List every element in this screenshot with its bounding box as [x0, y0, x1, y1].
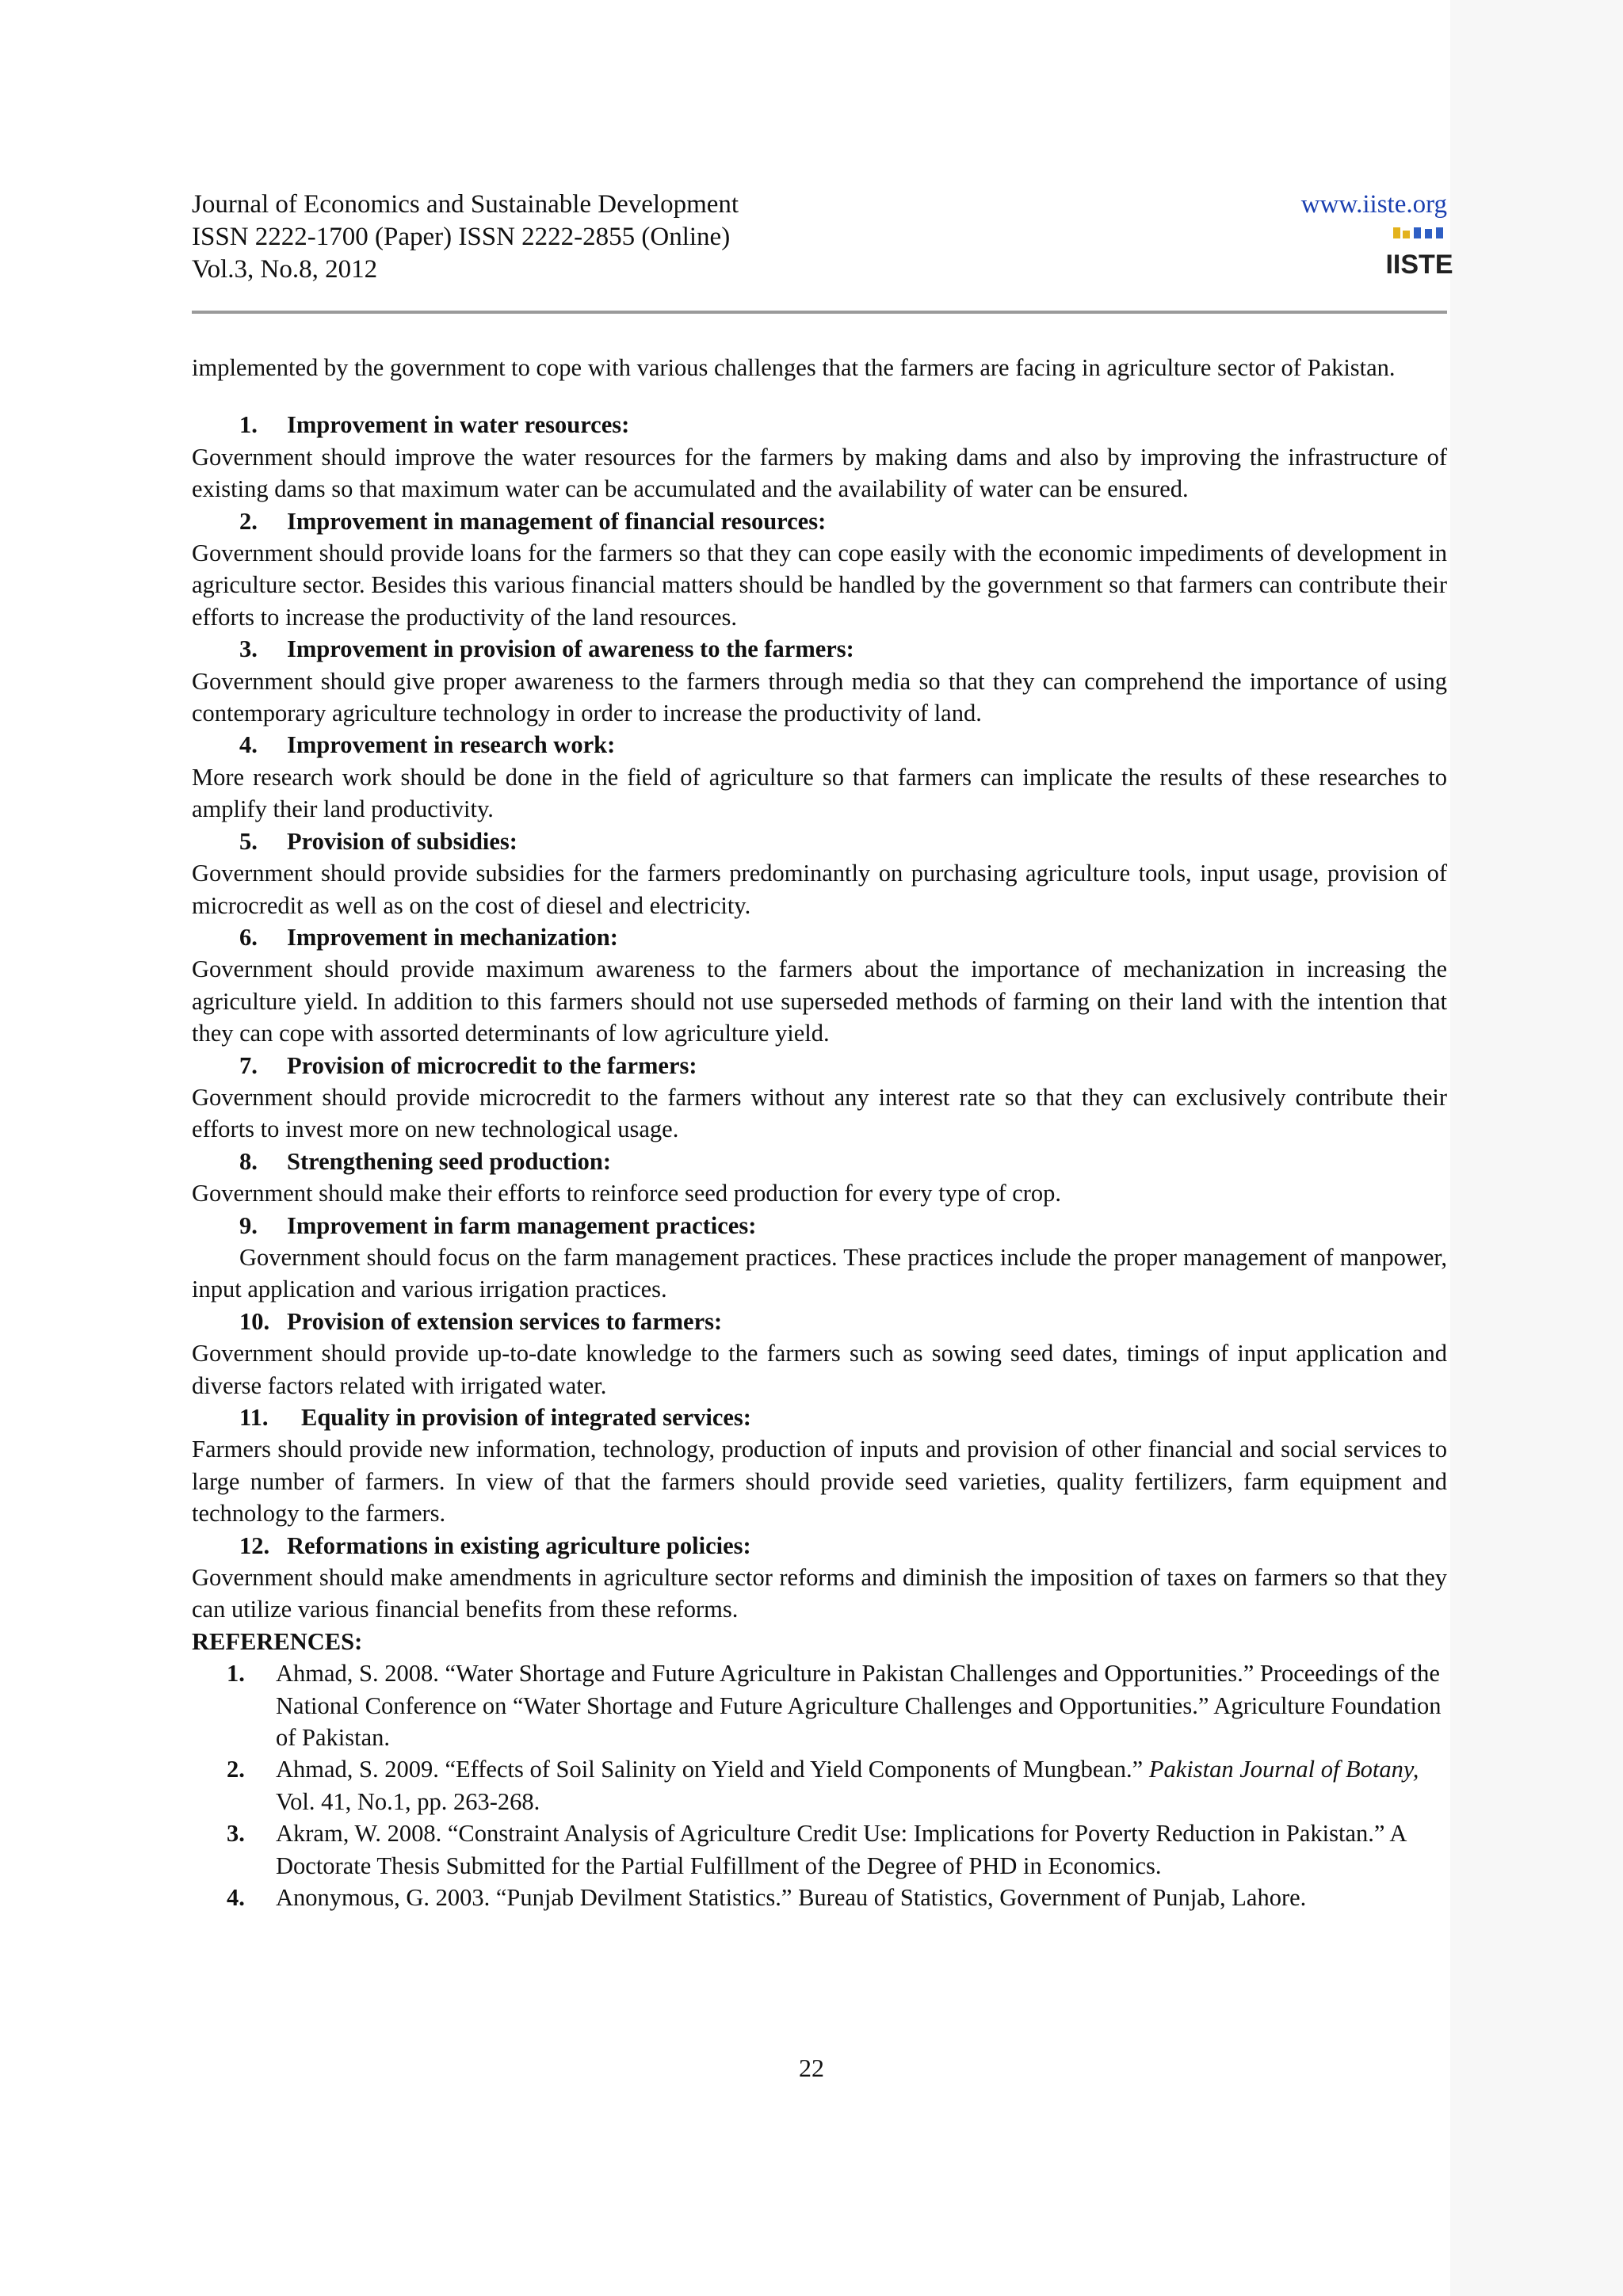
section-heading: 6. Improvement in mechanization:	[239, 923, 618, 951]
references-heading: REFERENCES:	[192, 1627, 363, 1655]
reference-item: 4. Anonymous, G. 2003. “Punjab Devilment Statistics.” Bureau of Statistics, Government of Punjab, Lahore.	[227, 1884, 1307, 1912]
recommendation-1	[192, 409, 1447, 505]
section-text: Government should improve the water resources for the farmers by making dams and also by improving the infrastructure of existing dams so that maximum water can be accumulated and the availability of water can be ensured.	[192, 443, 1447, 503]
recommendation-9	[192, 1210, 1447, 1306]
section-text: Government should provide subsidies for the farmers predominantly on purchasing agriculture tools, input usage, provision of microcredit as well as on the cost of diesel and electricity.	[192, 860, 1447, 919]
journal-info	[192, 189, 739, 286]
section-heading: 5. Provision of subsidies:	[239, 827, 517, 855]
section-heading: 2. Improvement in management of financial resources:	[239, 507, 827, 535]
section-heading: 7. Provision of microcredit to the farmers:	[239, 1051, 697, 1079]
recommendation-2	[192, 505, 1447, 634]
recommendation-12	[192, 1530, 1447, 1626]
section-heading: 3. Improvement in provision of awareness to the farmers:	[239, 635, 854, 663]
header-divider	[192, 311, 1447, 314]
section-heading: 1. Improvement in water resources:	[239, 411, 630, 439]
section-text: Government should focus on the farm management practices. These practices include the proper management of manpower, input application and various irrigation practices.	[192, 1243, 1447, 1303]
section-text: Government should make amendments in agriculture sector reforms and diminish the imposition of taxes on farmers so that they can utilize various financial benefits from these reforms.	[192, 1564, 1447, 1623]
recommendation-3	[192, 633, 1447, 729]
logo-text: IISTE	[1385, 250, 1453, 280]
section-heading: 9. Improvement in farm management practices:	[239, 1211, 757, 1239]
recommendation-6	[192, 921, 1447, 1050]
recommendation-7	[192, 1050, 1447, 1146]
article-body	[192, 352, 1447, 1914]
recommendation-11	[192, 1402, 1447, 1530]
section-text: Government should provide maximum awareness to the farmers about the importance of mechanization in increasing the agriculture yield. In addition to this farmers should not use superseded methods of farming on their land with the intention that they can cope with assorted determinants of low agriculture yield.	[192, 955, 1447, 1047]
recommendation-5	[192, 826, 1447, 921]
references-list	[192, 1657, 1447, 1913]
journal-volume: Vol.3, No.8, 2012	[192, 255, 378, 284]
reference-item: 1. Ahmad, S. 2008. “Water Shortage and Future Agriculture in Pakistan Challenges and Opportunities.” Proceedings of the National Conference on “Water Shortage and Future Agriculture Challenges and Opportunities.” Agriculture Foundation of Pakistan.	[227, 1660, 1442, 1752]
recommendation-4	[192, 729, 1447, 825]
section-text: Farmers should provide new information, technology, production of inputs and provision of other financial and social services to large number of farmers. In view of that the farmers should provide seed varieties, quality fertilizers, farm equipment and technology to the farmers.	[192, 1436, 1447, 1527]
journal-title: Journal of Economics and Sustainable Development	[192, 190, 739, 219]
section-text: Government should make their efforts to reinforce seed production for every type of crop.	[192, 1180, 1062, 1207]
section-text: Government should provide microcredit to the farmers without any interest rate so that they can exclusively contribute their efforts to invest more on new technological usage.	[192, 1083, 1447, 1143]
section-heading: 11. Equality in provision of integrated services:	[239, 1404, 751, 1431]
section-heading: 10. Provision of extension services to farmers:	[239, 1307, 723, 1335]
section-heading: 12. Reformations in existing agriculture policies:	[239, 1531, 751, 1559]
page-header	[192, 189, 1453, 315]
section-text: More research work should be done in the field of agriculture so that farmers can implicate the results of these researches to amplify their land productivity.	[192, 763, 1447, 823]
intro-paragraph: implemented by the government to cope with various challenges that the farmers are facing in agriculture sector of Pakistan.	[192, 354, 1396, 381]
website-link[interactable]: www.iiste.org	[1300, 190, 1447, 219]
recommendation-10	[192, 1306, 1447, 1402]
reference-item: 3. Akram, W. 2008. “Constraint Analysis of Agriculture Credit Use: Implications for Poverty Reduction in Pakistan.” A Doctorate Thesis Submitted for the Partial Fulfillment of the Degree of PHD in Economics.	[227, 1820, 1406, 1879]
iiste-logo-icon	[1385, 226, 1453, 282]
section-text: Government should provide loans for the farmers so that they can cope easily with the economic impediments of development in agriculture sector. Besides this various financial matters should be handled by the government so that farmers can contribute their efforts to increase the productivity of the land resources.	[192, 540, 1447, 631]
recommendation-8	[192, 1146, 1447, 1210]
journal-name: Pakistan Journal of Botany,	[1148, 1756, 1419, 1783]
reference-item: 2. Ahmad, S. 2009. “Effects of Soil Salinity on Yield and Yield Components of Mungbean.” Pakistan Journal of Botany, Vol. 41, No.1, pp. 263-268.	[227, 1756, 1419, 1815]
journal-issn: ISSN 2222-1700 (Paper) ISSN 2222-2855 (Online)	[192, 223, 731, 251]
section-heading: 4. Improvement in research work:	[239, 731, 616, 759]
section-heading: 8. Strengthening seed production:	[239, 1147, 611, 1175]
section-text: Government should provide up-to-date knowledge to the farmers such as sowing seed dates, timings of input application and diverse factors related with irrigated water.	[192, 1340, 1447, 1399]
publisher-block	[1300, 189, 1453, 282]
page-number: 22	[799, 2054, 824, 2082]
section-text: Government should give proper awareness to the farmers through media so that they can comprehend the importance of using contemporary agriculture technology in order to increase the productivity of land.	[192, 667, 1447, 727]
